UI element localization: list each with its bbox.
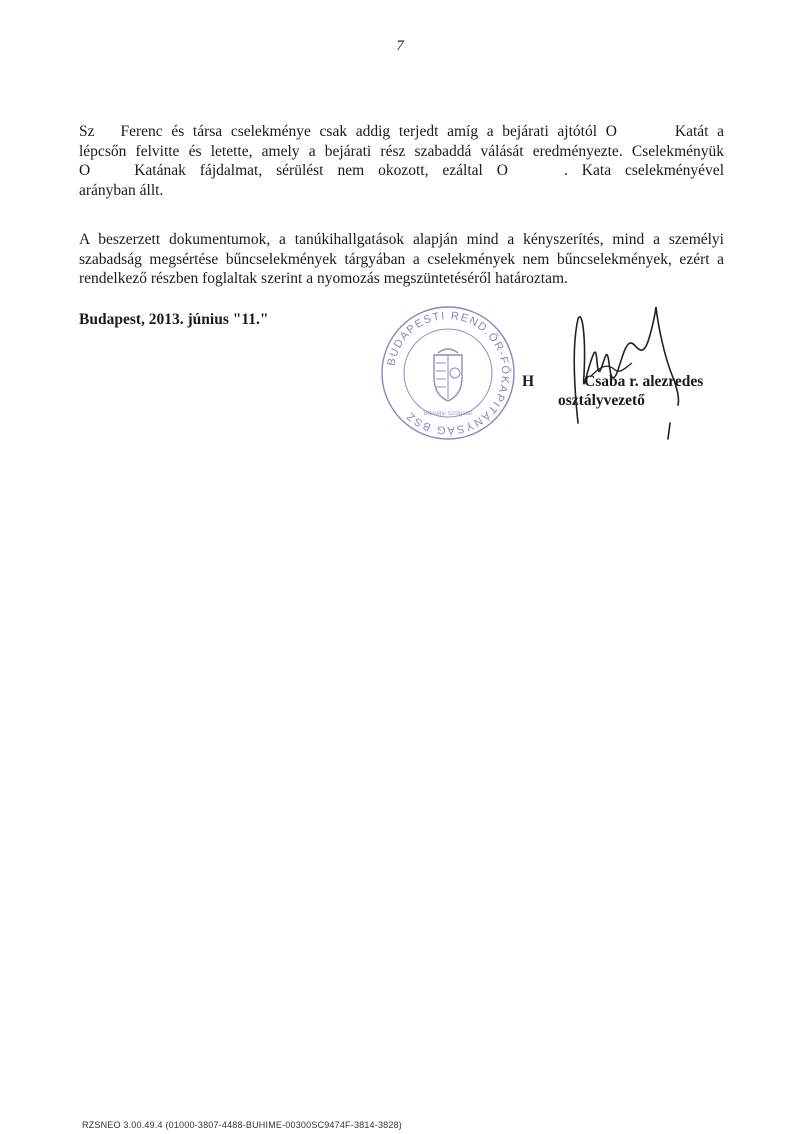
signer-title: osztályvezető — [558, 392, 645, 409]
signer-block — [522, 372, 709, 410]
signer-initial: H — [522, 373, 535, 390]
redacted-name-fragment: O — [79, 162, 91, 179]
paragraph-1-line-3 — [79, 161, 724, 181]
paragraph-1 — [79, 122, 724, 200]
signer-name-rank: Csaba r. alezredes — [584, 373, 704, 390]
signer-name — [522, 372, 709, 391]
page-number: 7 — [396, 38, 404, 54]
stamp-ring-text: BUDAPESTI REND.ŐR-FŐKAPITÁNYSÁG BSZ — [385, 309, 512, 437]
paragraph-2 — [79, 230, 724, 289]
paragraph-2-line-2: szabadság megsértése bűncselekmények tárgyában a cselekmények nem bűncselekmények, ezért a — [79, 250, 724, 268]
text-fragment: Katának fájdalmat, sérülést nem okozott, ezáltal O — [134, 162, 508, 179]
redacted-name-fragment: Sz — [79, 123, 95, 140]
date-line: Budapest, 2013. június "11." — [79, 311, 269, 328]
paragraph-2-line-3: rendelkező részben foglaltak szerint a nyomozás megszüntetéséről határoztam. — [79, 270, 568, 287]
text-fragment: Ferenc és társa cselekménye csak addig terjedt amíg a bejárati ajtótól O — [120, 123, 617, 140]
paragraph-1-line-1 — [79, 122, 724, 142]
footer-reference: RZSNEO 3.00.49.4 (01000-3807-4488-BUHIME-00300SC9474F-3814-3828) — [82, 1120, 402, 1130]
coat-of-arms-icon — [434, 349, 462, 401]
paragraph-1-line-2: lépcsőn felvitte és letette, amely a bejárati rész szabaddá válását eredményezte. Cselekményük — [79, 142, 724, 160]
official-stamp — [378, 303, 518, 443]
text-fragment: . Kata cselekményével — [563, 162, 724, 179]
paragraph-2-line-1: A beszerzett dokumentumok, a tanúkihallgatások alapján mind a kényszerítés, mind a személyi — [79, 231, 724, 248]
stamp-inner-text: Bűnügyi Szolgálat — [423, 411, 473, 417]
text-fragment: Katát a — [674, 123, 724, 140]
paragraph-1-line-4: arányban állt. — [79, 181, 164, 199]
